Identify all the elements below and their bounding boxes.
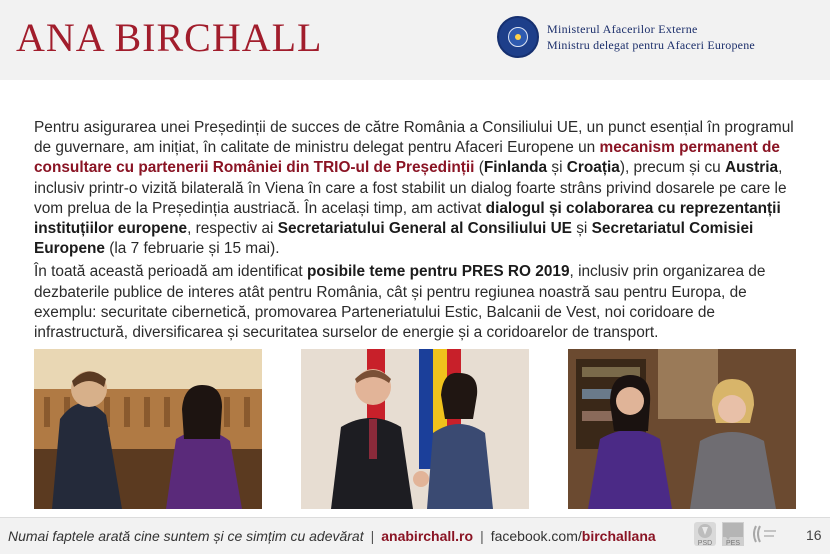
facebook-prefix: facebook.com/ (490, 528, 582, 544)
website-link[interactable]: anabirchall.ro (381, 528, 474, 544)
facebook-link[interactable] (491, 528, 656, 544)
text-segment: (la 7 februarie și 15 mai). (104, 240, 280, 258)
text-segment: și (547, 159, 567, 177)
bold-austria: Austria (725, 159, 779, 177)
ministry-block (497, 16, 755, 58)
text-segment: , respectiv ai (187, 220, 278, 238)
photo-two-women (568, 349, 796, 509)
facebook-handle: birchallana (581, 528, 656, 544)
pes-logo-icon (722, 522, 744, 546)
bold-finland: Finlanda (483, 159, 548, 177)
bold-commission-secretariat: Secretariatul Comisiei Europene (34, 220, 754, 258)
footer-separator: | (480, 528, 484, 544)
paragraph-2 (34, 262, 804, 343)
highlight-consultation-mechanism: mecanism permanent de consultare cu partenerii României din TRIO-ul de Președinții (34, 139, 780, 177)
footer-slogan: Numai faptele arată cine suntem și ce simțim cu adevărat (8, 528, 364, 544)
bold-dialogue: dialogul și colaborarea cu reprezentanții instituțiilor europene (34, 199, 781, 238)
text-segment: ), precum și cu (619, 159, 726, 177)
text-segment: Pentru asigurarea unei Președinții de succes de către România a Consiliului UE, un punct esențial în programul de guvernare, am inițiat, în calitate de ministru delegat pentru Afaceri Europene un (34, 119, 794, 157)
footer-text (8, 528, 656, 544)
header (0, 0, 830, 80)
text-segment: , inclusiv printr-o vizită bilaterală în Viena în care a fost stabilit un dialog foarte strâns privind dosarele pe care le vom prelua de la Președinția austriacă. În același timp, am activat (34, 159, 787, 217)
ministry-line1: Ministerul Afacerilor Externe (547, 22, 698, 36)
psd-logo-caption: PSD (697, 540, 713, 547)
footer-separator: | (370, 528, 375, 544)
ministry-text (547, 21, 755, 53)
pes-logo-caption: PES (725, 540, 740, 547)
bold-pres-ro-2019: posibile teme pentru PRES RO 2019 (306, 263, 570, 281)
brand-title: ANA BIRCHALL (16, 15, 323, 60)
page-number: 16 (806, 527, 822, 543)
text-segment: , inclusiv prin organizarea de dezbaterile publice de interes atât pentru România, cât și pentru regiunea noastră sau pentru Europa, de exemplu: securitate cibernetică, promovarea Parteneriatului Estic, Balcanii de Vest, noi coridoare de infrastructură, diversificarea și securitatea surselor de energie și a coridoarelor de transport. (34, 263, 766, 342)
photo-handshake-illustration (301, 349, 529, 509)
misc-logo-icon (750, 522, 778, 546)
bold-croatia: Croația (566, 159, 620, 177)
romania-seal-icon (497, 16, 539, 58)
psd-logo-icon (694, 522, 716, 546)
text-segment: În toată această perioadă am identificat (34, 263, 307, 281)
bold-council-secretariat: Secretariatului General al Consiliului UE (277, 220, 572, 238)
text-segment: și (571, 220, 592, 238)
ministry-line2: Ministru delegat pentru Afaceri Europene (547, 38, 755, 52)
paragraph-1 (34, 118, 804, 259)
photo-meeting-room-illustration (34, 349, 262, 509)
photo-handshake-flags (301, 349, 529, 509)
photo-two-women-illustration (568, 349, 796, 509)
text-segment: ( (474, 159, 484, 177)
photo-meeting-room (34, 349, 262, 509)
main-content (34, 118, 804, 346)
partner-logos (694, 522, 778, 546)
footer (0, 517, 830, 554)
